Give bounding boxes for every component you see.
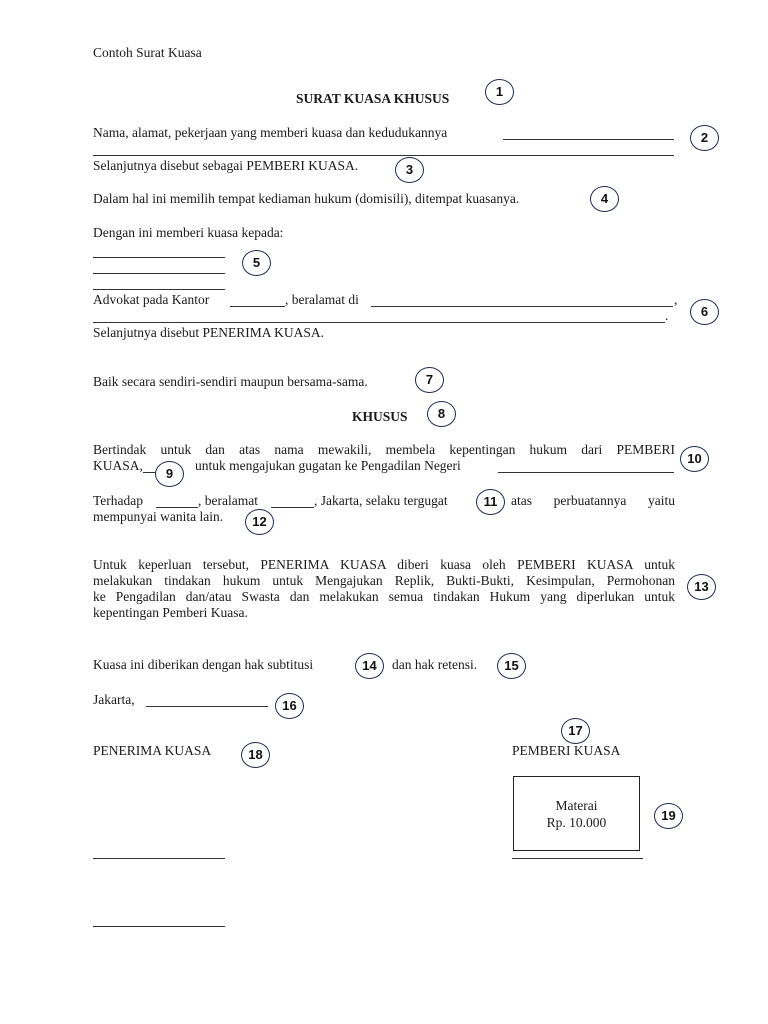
advocate-office-label: Advokat pada Kantor (93, 292, 210, 307)
callout-1: 1 (485, 79, 514, 105)
blank-office-name (230, 306, 285, 307)
callout-10: 10 (680, 446, 709, 472)
callout-3: 3 (395, 157, 424, 183)
callout-13: 13 (687, 574, 716, 600)
blank-defendant-address (271, 507, 314, 508)
grantor-signature-label: PEMBERI KUASA (512, 743, 621, 758)
address-label: , beralamat di (285, 292, 359, 307)
callout-6: 6 (690, 299, 719, 325)
recipient-signature-line-2 (93, 926, 225, 927)
defendant-act: mempunyai wanita lain. (93, 509, 224, 524)
callout-15: 15 (497, 653, 526, 679)
blank-office-address-2 (93, 322, 665, 323)
defendant-label: Terhadap (93, 493, 144, 508)
individual-joint-line: Baik secara sendiri-sendiri maupun bersama-sama. (93, 374, 368, 389)
duty-stamp-box (513, 776, 640, 851)
blank-recipient-2 (93, 273, 225, 274)
grantor-identity-line: Nama, alamat, pekerjaan yang memberi kuasa dan kedudukannya (93, 125, 448, 140)
blank-recipient-1 (93, 257, 225, 258)
callout-9: 9 (155, 461, 184, 487)
recipient-signature-line (93, 858, 225, 859)
substitution-right: Kuasa ini diberikan dengan hak subtitusi (93, 657, 314, 672)
recipient-designation: Selanjutnya disebut PENERIMA KUASA. (93, 325, 324, 340)
callout-11: 11 (476, 489, 505, 515)
paragraph-1-line-1: Bertindak untuk dan atas nama mewakili, membela kepentingan hukum dari PEMBERI (93, 442, 675, 457)
defendant-act-label: atas perbuatannya yaitu (511, 493, 675, 508)
paragraph-1-lawsuit: untuk mengajukan gugatan ke Pengadilan Negeri (195, 458, 461, 473)
stamp-label: Materai (555, 798, 598, 813)
callout-7: 7 (415, 367, 444, 393)
blank-date (146, 706, 268, 707)
callout-5: 5 (242, 250, 271, 276)
domicile-line: Dalam hal ini memilih tempat kediaman hukum (domisili), ditempat kuasanya. (93, 191, 520, 206)
grantor-signature-line (512, 858, 643, 859)
khusus-heading: KHUSUS (352, 409, 408, 424)
paragraph-3-line-3: ke Pengadilan dan/atau Swasta dan melakukan semua tindakan Hukum yang diperlukan untuk (93, 589, 675, 604)
callout-4: 4 (590, 186, 619, 212)
grant-intro-line: Dengan ini memberi kuasa kepada: (93, 225, 284, 240)
recipient-signature-label: PENERIMA KUASA (93, 743, 212, 758)
defendant-address-label: , beralamat (198, 493, 258, 508)
blank-court-name (498, 472, 674, 473)
document-caption: Contoh Surat Kuasa (93, 45, 202, 60)
paragraph-3-line-4: kepentingan Pemberi Kuasa. (93, 605, 248, 620)
blank-recipient-3 (93, 289, 225, 290)
blank-defendant-name (156, 507, 198, 508)
callout-19: 19 (654, 803, 683, 829)
paragraph-3-line-1: Untuk keperluan tersebut, PENERIMA KUASA diberi kuasa oleh PEMBERI KUASA untuk (93, 557, 675, 572)
document-title: SURAT KUASA KHUSUS (296, 91, 450, 106)
callout-18: 18 (241, 742, 270, 768)
paragraph-1-kuasa: KUASA, (93, 458, 143, 473)
blank-grantor-identity-2 (93, 155, 674, 156)
callout-14: 14 (355, 653, 384, 679)
stamp-value: Rp. 10.000 (546, 815, 607, 830)
callout-17: 17 (561, 718, 590, 744)
period: . (665, 308, 669, 323)
blank-office-address (371, 306, 673, 307)
blank-grantor-identity (503, 139, 674, 140)
grantor-designation: Selanjutnya disebut sebagai PEMBERI KUASA. (93, 158, 359, 173)
callout-2: 2 (690, 125, 719, 151)
callout-16: 16 (275, 693, 304, 719)
comma: , (674, 292, 678, 307)
callout-12: 12 (245, 509, 274, 535)
retention-right: dan hak retensi. (392, 657, 478, 672)
paragraph-3-line-2: melakukan tindakan hukum untuk Mengajukan Replik, Bukti-Bukti, Kesimpulan, Permohonan (93, 573, 675, 588)
place-label: Jakarta, (93, 692, 135, 707)
callout-8: 8 (427, 401, 456, 427)
defendant-city: , Jakarta, selaku tergugat (314, 493, 448, 508)
